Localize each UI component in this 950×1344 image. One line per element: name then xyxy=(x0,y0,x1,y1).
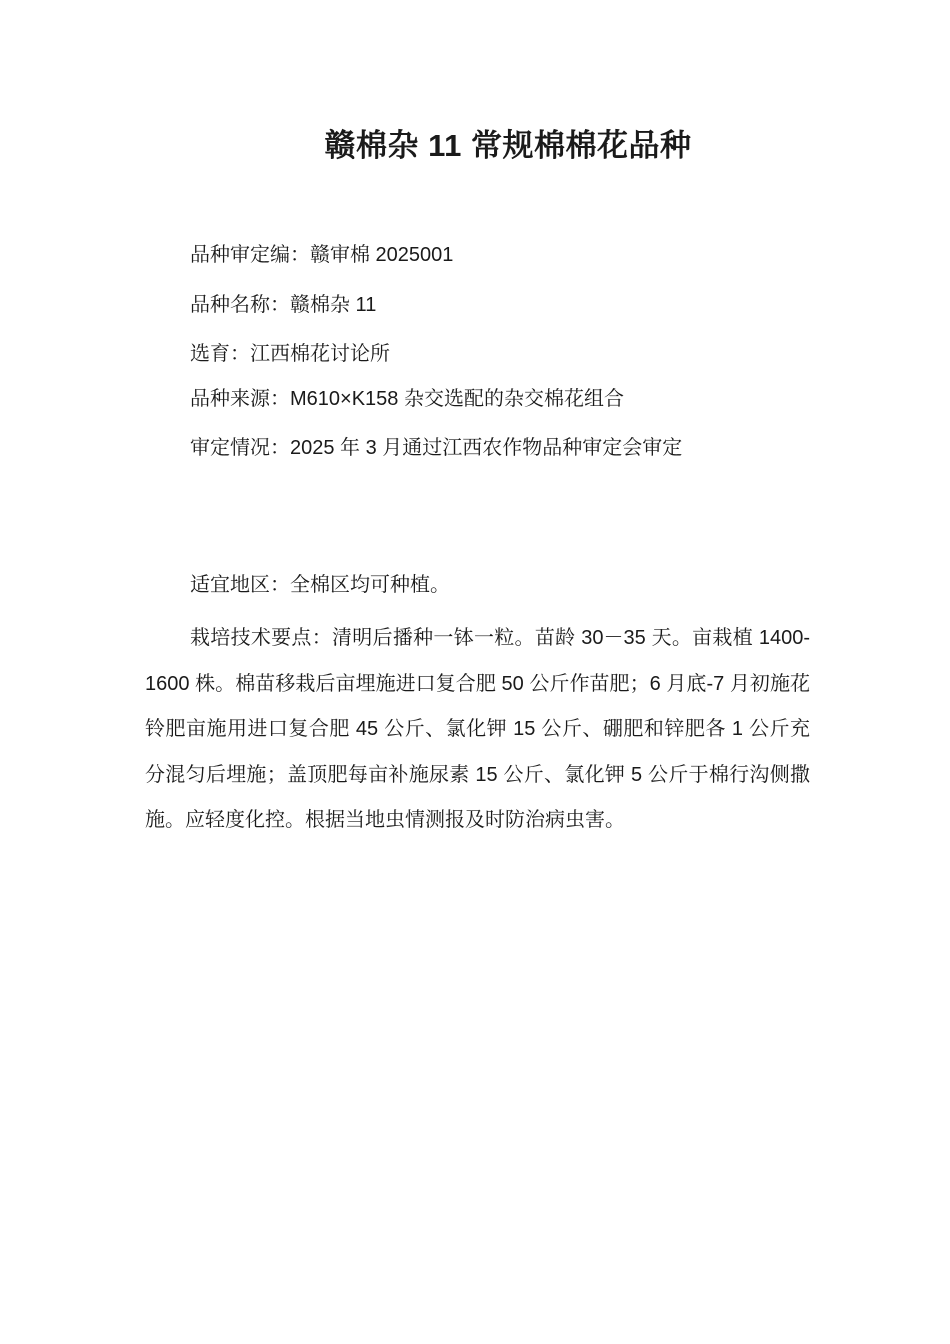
variety-name: 品种名称：赣棉杂 11 xyxy=(190,294,377,316)
variety-source: 品种来源：M610×K158 杂交选配的杂交棉花组合 xyxy=(190,388,624,410)
breeder: 选育：江西棉花讨论所 xyxy=(190,343,390,365)
document-title: 赣棉杂 11 常规棉棉花品种 xyxy=(324,128,692,163)
approval-status: 审定情况：2025 年 3 月通过江西农作物品种审定会审定 xyxy=(190,437,683,459)
suitable-region: 适宜地区：全棉区均可种植。 xyxy=(190,574,450,596)
approval-number: 品种审定编：赣审棉 2025001 xyxy=(190,244,454,266)
cultivation-paragraph: 栽培技术要点：清明后播种一钵一粒。苗龄 30－35 天。亩栽植 1400-1600 株。棉苗移栽后亩埋施进口复合肥 50 公斤作苗肥；6 月底-7 月初施花铃肥亩施用进口复合肥 45 公斤、氯化钾 15 公斤、硼肥和锌肥各 1 公斤充分混匀后埋施；盖顶肥每亩补施尿素 15 公斤、氯化钾 5 公斤于棉行沟侧撒施。应轻度化控。根据当地虫情测报及时防治病虫害。 xyxy=(145,627,810,831)
